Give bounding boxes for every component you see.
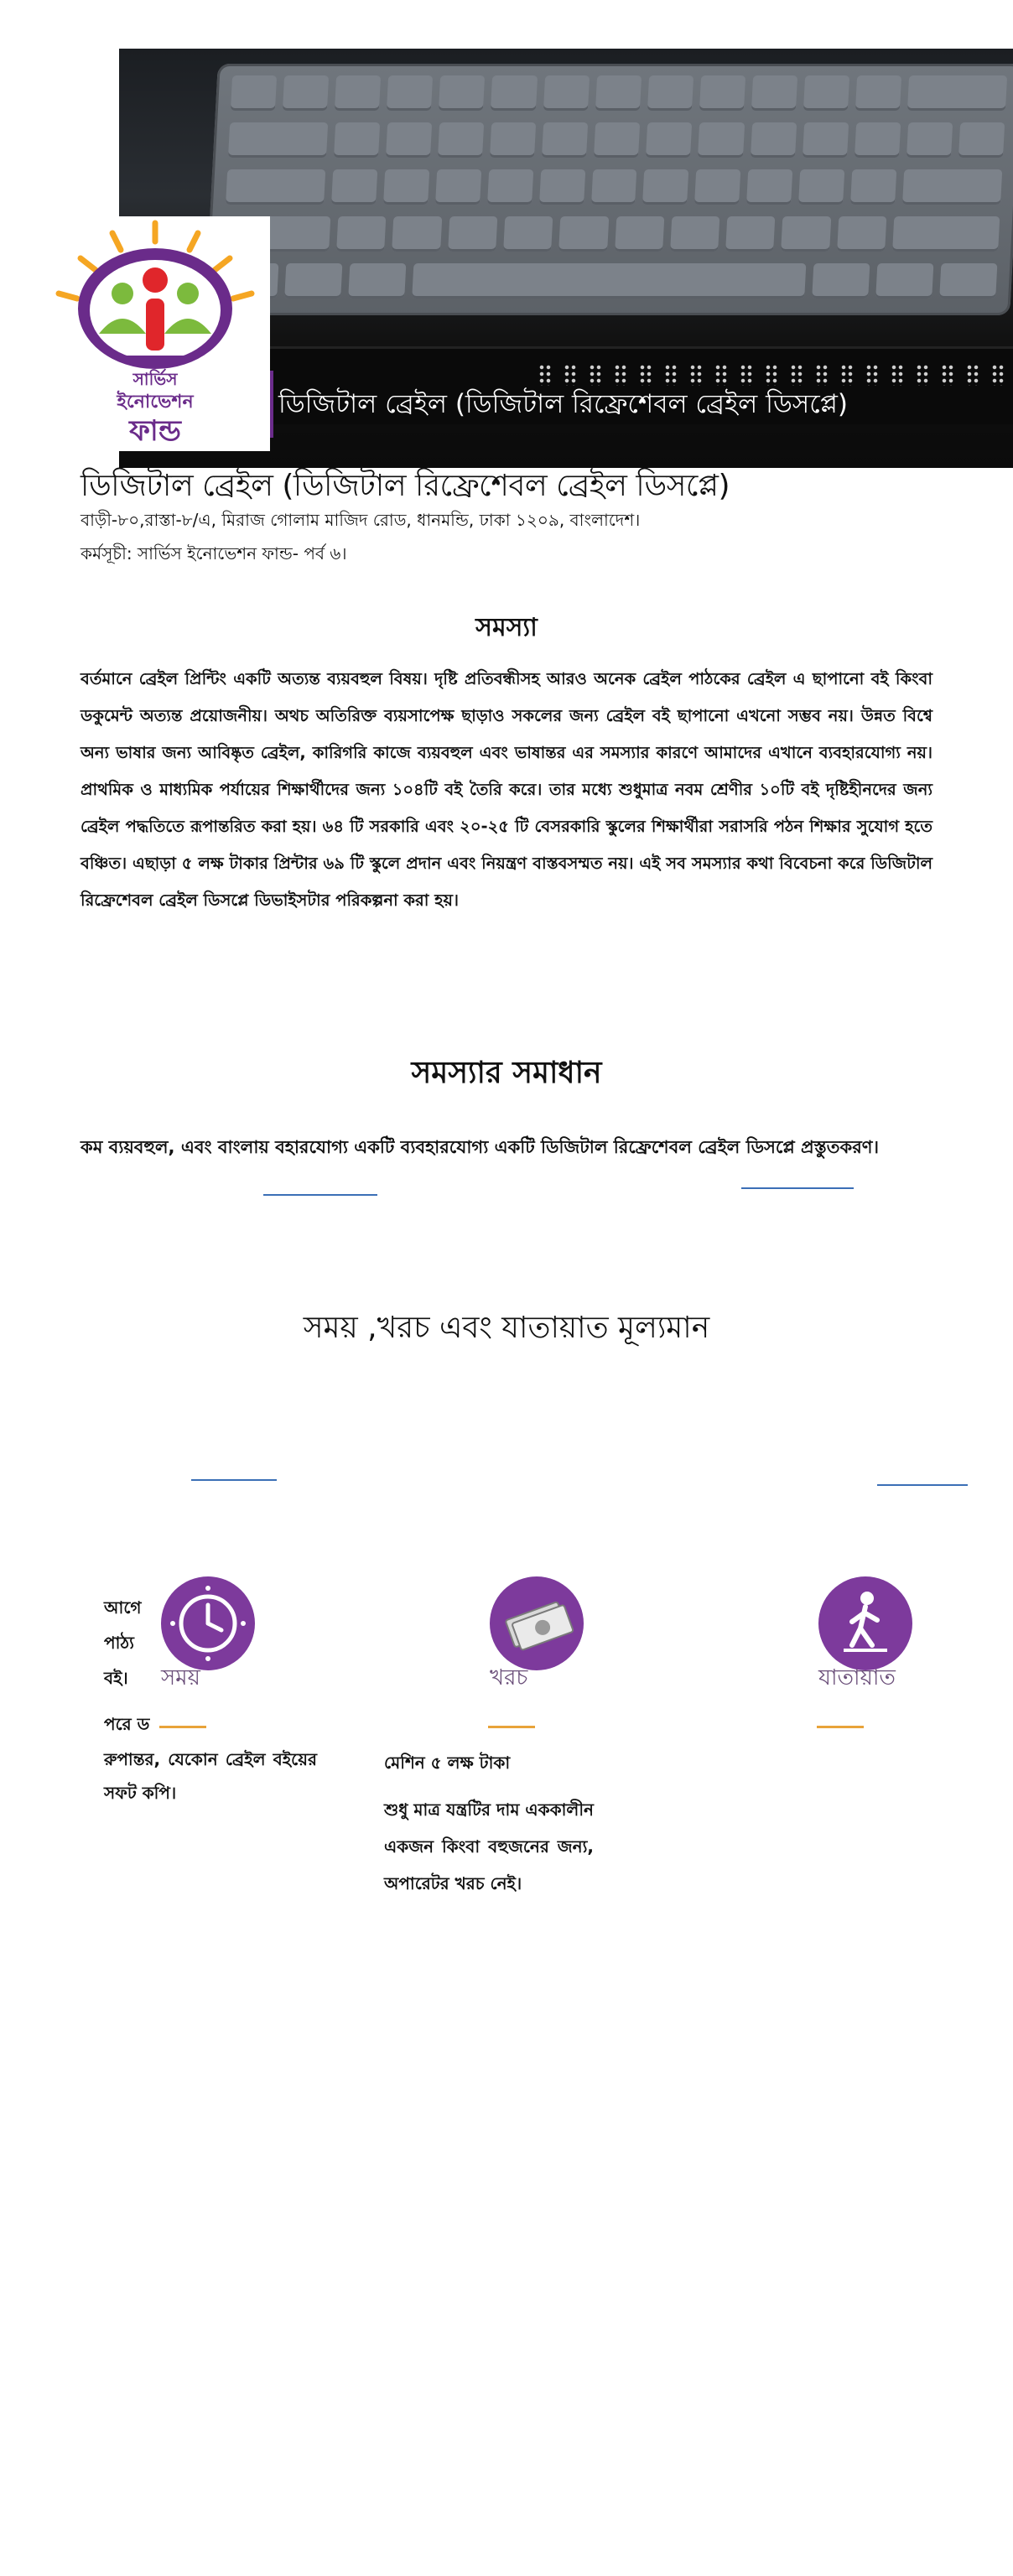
problem-body: বর্তমানে ব্রেইল প্রিন্টিং একটি অত্যন্ত ব্যয়বহুল বিষয়। দৃষ্টি প্রতিবন্ধীসহ আরও অনেক ব্রেইল পাঠকের ব্রেইল এ ছাপানো বই কিংবা ডকুমেন্ট অত্যন্ত প্রয়োজনীয়। অথচ অতিরিক্ত ব্যয়সাপেক্ষ ছাড়াও সকলের জন্য ব্রেইল বই ছাপানো এখনো সম্ভব নয়। উন্নত বিশ্বে অন্য ভাষার জন্য আবিষ্কৃত ব্রেইল, কারিগরি কাজে ব্যয়বহুল এবং ভাষান্তর এর সমস্যার কারণে আমাদের এখানে ব্যবহারযোগ্য নয়। প্রাথমিক ও মাধ্যমিক পর্যায়ের শিক্ষার্থীদের জন্য ১০৪টি বই তৈরি করে। তার মধ্যে শুধুমাত্র নবম শ্রেণীর ১০টি বই দৃষ্টিহীনদের জন্য ব্রেইল পদ্ধতিতে রূপান্তরিত করা হয়। ৬৪ টি সরকারি এবং ২০-২৫ টি বেসরকারি স্কুলের শিক্ষার্থীরা সরাসরি পঠন শিক্ষার সুযোগ হতে বঞ্চিত। এছাড়া ৫ লক্ষ টাকার প্রিন্টার ৬৯ টি স্কুলে প্রদান এবং নিয়ন্ত্রণ বাস্তবসম্মত নয়। এই সব সমস্যার কথা বিবেচনা করে ডিজিটাল রিফ্রেশেবল ব্রেইল ডিসপ্লে ডিভাইসটার পরিকল্পনা করা হয়। <box>81 669 932 910</box>
keyboard-image <box>205 64 1013 315</box>
time-text-after-prefix: পরে ড <box>104 1714 150 1734</box>
hero-caption <box>243 371 1013 438</box>
feature-label-visit: যাতায়াত <box>818 1665 896 1690</box>
money-icon <box>490 1576 584 1670</box>
solution-heading: সমস্যার সমাধান <box>411 1056 602 1090</box>
accent-underline <box>488 1726 535 1728</box>
divider-line <box>263 1194 377 1196</box>
program-line: কর্মসূচী: সার্ভিস ইনোভেশন ফান্ড- পর্ব ৬। <box>81 543 347 564</box>
page-title: ডিজিটাল ব্রেইল (ডিজিটাল রিফ্রেশেবল ব্রেইল ডিসপ্লে) <box>81 469 730 503</box>
address: বাড়ী-৮০,রাস্তা-৮/এ, মিরাজ গোলাম মাজিদ রোড, ধানমন্ডি, ঢাকা ১২০৯, বাংলাদেশ। <box>81 510 641 530</box>
accent-underline <box>817 1726 864 1728</box>
walking-person-icon <box>818 1576 912 1670</box>
divider-line <box>741 1187 854 1189</box>
cost-title: মেশিন ৫ লক্ষ টাকা <box>384 1753 511 1773</box>
clock-icon <box>161 1576 255 1670</box>
time-text-after: রুপান্তর, যেকোন ব্রেইল বইয়ের সফট কপি। <box>104 1749 317 1803</box>
feature-label-time: সময় <box>161 1665 200 1690</box>
divider-line <box>877 1484 968 1486</box>
logo-text-line1: সার্ভিস <box>132 369 178 389</box>
service-innovation-fund-logo <box>40 216 270 451</box>
solution-body: কম ব্যয়বহুল, এবং বাংলায় বহারযোগ্য একটি ব্যবহারযোগ্য একটি ডিজিটাল রিফ্রেশেবল ব্রেইল ডিসপ্লে প্রস্তুতকরণ। <box>81 1137 879 1157</box>
accent-underline <box>159 1726 206 1728</box>
feature-label-cost: খরচ <box>490 1665 528 1690</box>
logo-text-line3: ফান্ড <box>129 414 181 448</box>
tcv-heading: সময় ,খরচ এবং যাতায়াত মূল্যমান <box>303 1311 710 1345</box>
hero-title: ডিজিটাল ব্রেইল (ডিজিটাল রিফ্রেশেবল ব্রেইল ডিসপ্লে) <box>278 389 848 419</box>
time-text-before: আগে পাঠ্য বই। <box>104 1597 142 1688</box>
cost-text: শুধু মাত্র যন্ত্রটির দাম এককালীন একজন কিংবা বহুজনের জন্য, অপারেটর খরচ নেই। <box>384 1800 594 1893</box>
divider-line <box>191 1479 277 1481</box>
problem-heading: সমস্যা <box>475 613 538 642</box>
logo-text-line2: ইনোভেশন <box>117 392 194 413</box>
